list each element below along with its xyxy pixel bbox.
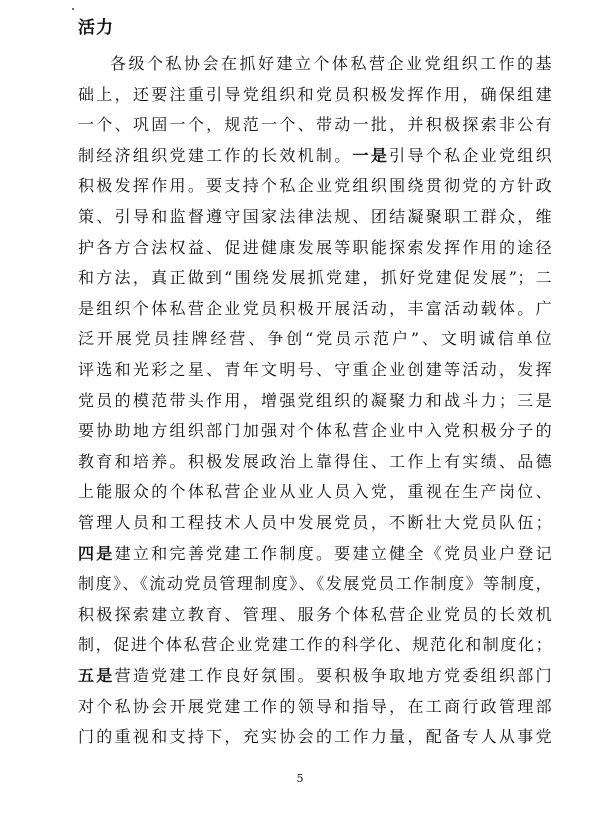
line-text: 一个、巩固一个，规范一个、带动一批，并积极探索非公有 <box>78 115 552 135</box>
line-text: 上能服众的个体私营企业从业人员入党，重视在生产岗位、 <box>78 482 552 502</box>
line-text: 积极发挥作用。要支持个私企业党组织围绕贯彻党的方针政 <box>78 176 552 196</box>
line-text: 对个私协会开展党建工作的领导和指导，在工商行政管理部 <box>78 696 552 716</box>
text-line <box>78 111 552 139</box>
text-line <box>78 172 552 200</box>
text-line <box>78 448 552 476</box>
text-line <box>78 662 552 690</box>
text-line <box>78 325 552 353</box>
text-line <box>78 142 552 170</box>
text-line <box>78 478 552 506</box>
line-bold-marker: 四是 <box>78 543 115 563</box>
line-text-rest: 引导个私企业党组织 <box>389 145 552 165</box>
line-text: 制经济组织党建工作的长效机制。 <box>78 145 353 165</box>
text-line <box>78 387 552 415</box>
text-line <box>78 417 552 445</box>
page-number: 5 <box>296 772 304 785</box>
text-line <box>78 631 552 659</box>
line-text-rest: 营造党建工作良好氛围。要积极争取地方党委组织部门 <box>114 666 552 685</box>
line-text: 制，促进个体私营企业党建工作的科学化、规范化和制度化； <box>78 635 552 655</box>
text-line <box>78 540 552 568</box>
text-line <box>78 693 552 721</box>
text-line <box>78 234 552 262</box>
scan-dot <box>72 8 74 10</box>
line-text-rest: 建立和完善党建工作制度。要建立健全《党员业户登记 <box>114 543 552 563</box>
line-bold-marker: 一是 <box>352 145 390 165</box>
text-line <box>78 601 552 629</box>
line-text: 和方法，真正做到“围绕发展抓党建，抓好党建促发展”；二 <box>78 268 552 288</box>
text-line <box>78 570 552 598</box>
line-text: 门的重视和支持下，充实协会的工作力量，配备专人从事党 <box>78 727 552 747</box>
line-bold-marker: 五是 <box>78 666 115 685</box>
line-text: 要协助地方组织部门加强对个体私营企业中入党积极分子的 <box>78 421 552 441</box>
line-text: 教育和培养。积极发展政治上靠得住、工作上有实绩、品德 <box>78 451 552 471</box>
text-line <box>78 295 552 323</box>
text-line <box>78 203 552 231</box>
line-text: 是组织个体私营企业党员积极开展活动，丰富活动载体。广 <box>78 298 552 318</box>
text-line <box>78 356 552 384</box>
line-text: 制度》、《流动党员管理制度》、《发展党员工作制度》等制度， <box>78 574 552 594</box>
line-text: 党员的模范带头作用，增强党组织的凝聚力和战斗力；三是 <box>78 390 552 410</box>
line-text: 各级个私协会在抓好建立个体私营企业党组织工作的基 <box>110 54 552 73</box>
line-text: 策、引导和监督遵守国家法律法规、团结凝聚职工群众，维 <box>78 207 552 226</box>
text-line <box>110 50 552 78</box>
text-line <box>78 723 552 751</box>
text-line <box>78 264 552 292</box>
line-text: 泛开展党员挂牌经营、争创“党员示范户”、文明诚信单位 <box>78 329 552 349</box>
text-line <box>78 509 552 537</box>
line-text: 础上，还要注重引导党组织和党员积极发挥作用，确保组建 <box>78 84 552 104</box>
line-text: 评选和光彩之星、青年文明号、守重企业创建等活动，发挥 <box>78 360 552 379</box>
text-line <box>78 81 552 109</box>
line-text: 积极探索建立教育、管理、服务个体私营企业党员的长效机 <box>78 604 552 624</box>
section-heading: 活力 <box>78 18 114 38</box>
line-text: 护各方合法权益、促进健康发展等职能探索发挥作用的途径 <box>78 237 552 257</box>
line-text: 管理人员和工程技术人员中发展党员，不断壮大党员队伍； <box>78 513 552 532</box>
